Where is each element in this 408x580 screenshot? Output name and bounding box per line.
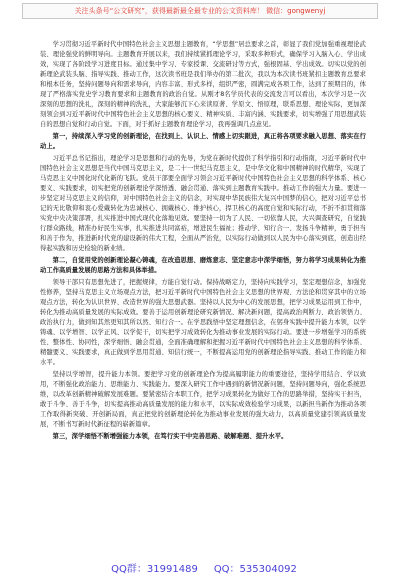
paragraph-section-1: 习近平总书记指出，理论学习是思想和行动的先导，为党在新时代提供了科学指引和行动指南，习近平新时代中国特色社会主义思想是当代中国马克思主义，是二十一世纪马克思主义，是中华文化和中国精神的时代精华，实现了马克思主义中国化时代化新的飞跃。党员干部要全面学习领会习近平新时代中国特色社会主义思想的科学体系、核心要义、实践要求，切实把党的创新理论学深悟透、融会贯通、落实到主题教育实践中。推动工作的强大力量。要进一步坚定对马克思主义的信仰，对中国特色社会主义的信念，对实现中华民族伟大复兴中国梦的信心，把对习近平总书记的无比敬仰和衷心爱戴转化为忠诚核心、拥戴核心、维护核心，捍卫核心的高度自觉和实际行动，不折不扣贯彻落实党中央决策部署，扎实推进中国式现代化落地见效。要坚持一切为了人民、一切依靠人民，大兴调查研究，自觉践行群众路线，精准办好民生实事，扎实推进共同富裕，增进民生福祉；推动学、知行合一、发扬斗争精神，勇于担当和善于作为，推进新时代党的建设新的伟大工程，全面从严治党，以实际行动做到以人民为中心落实到底，创造出经得起实践和历史检验的新业绩。 [40, 155, 366, 252]
contact-footer [0, 560, 408, 575]
qq-contact: QQ：535304092 [213, 564, 297, 575]
section-heading-2: 第二，自觉用党的创新理论凝心铸魂，在改造思想、磨炼意志、坚定意志中深学细悟，努力将学习成果转化为推动工作高质量发展的思路方法和具体举措。 [40, 257, 366, 274]
qq-group: QQ群：31991489 [111, 564, 198, 575]
section-heading-1: 第一，持续深入学习党的创新理论，在找到上、认识上、情感上切实跟进，真正将各项要求融入思想、落实在行动上。 [40, 133, 366, 150]
paragraph-section-2b: 坚持以学增智，提升能力本领。要把学习党的创新理论作为提高履职能力的重要途径，坚持学用结合、学以致用，不断强化政治能力、思维能力、实践能力。要深入研究工作中遇到的新情况新问题，坚持问题导向，强化系统思维，以改革创新精神破解发展难题。要紧密结合本职工作，把学习成果转化为做好工作的思路举措，坚持实干担当，敢于斗争、善于斗争，切实提高推动高质量发展的能力和水平，以实际成效检验学习成果，以新担当新作为推动各项工作取得新突破、开创新局面，真正把党的创新理论转化为推动事业发展的强大动力，以高质量党建引领高质量发展，不断书写新时代新征程的崭新篇章。 [40, 371, 366, 428]
top-banner [22, 3, 378, 19]
paragraph-section-2a: 领导干部只有思想先进了，把握规律，方能自觉行动。保持战略定力，坚持向实践学习，坚定理想信念，加强党性修养，坚持马克思主义立场观点方法，把习近平新时代中国特色社会主义思想的世界观、方法论和贯穿其中的立场观点方法，转化为认识世界、改造世界的强大思想武器。坚持以人民为中心的发展思想，把学习成果运用到工作中，转化为推动高质量发展的实际成效。要善于运用创新理论研究新情况、解决新问题，提高政治判断力、政治领悟力、政治执行力，做到知其然更知其所以然、知行合一。在学思践悟中坚定理想信念，在躬身实践中提升能力本领，以学铸魂、以学增智、以学正风、以学促干，切实把学习成效转化为推动事业发展的实际行动。要进一步增强学习的系统性、整体性、协同性，深学细悟、融会贯通，全面准确理解和把握习近平新时代中国特色社会主义思想的科学体系、精髓要义、实践要求，真正做到学思用贯通、知信行统一，不断提高运用党的创新理论指导实践、推动工作的能力和水平。 [40, 279, 366, 366]
banner-text: 关注头条号“公文研究”，获得最新最全最专业的公文资料库！ 微信：gongwenyj [74, 7, 326, 15]
document-body [40, 40, 366, 444]
paragraph-intro: 学习贯彻习近平新时代中国特色社会主义思想主题教育，“学思想”居总要求之首，彰显了我们党加强重视理论武装、理论强党的鲜明导向。主题教育开展以来，我们持续紧抓理论学习，采取多种形式，确保学习入脑入心、学出成效，实现了各阶段学习进度目标。通过集中学习、专家授课、交流研讨等方式，强根固基、学出成效。切实以党的创新理论武装头脑、指导实践、推动工作，这次读书班是我们举办的第二批次，我以为本次读书班紧扣主题教育总要求和根本任务，坚持问题导向和需求导向，内容丰富、形式多样，组织严密，圆满完成各项工作，达到了预期目的，体现了严格落实党史学习教育要求和主题教育的政治自觉。从刚才8名学员代表的交流发言可以看出，本次学习是一次深刻的思想的洗礼，深刻的精神的洗礼，大家能够沉下心来读原著、学原文、悟原理，联系思想、理论实际，更加深刻领会到习近平新时代中国特色社会主义思想的核心要义、精神实质、丰富内涵、实践要求，切实增强了用思想武装自的思想自觉和行动自觉。下面，对于抓好主题教育理论学习，我再强调几点意见。 [40, 41, 366, 128]
section-heading-3: 第三，深学细悟不断增强能力本领，在笃行实干中完善思路、破解难题、提升水平。 [52, 433, 288, 440]
